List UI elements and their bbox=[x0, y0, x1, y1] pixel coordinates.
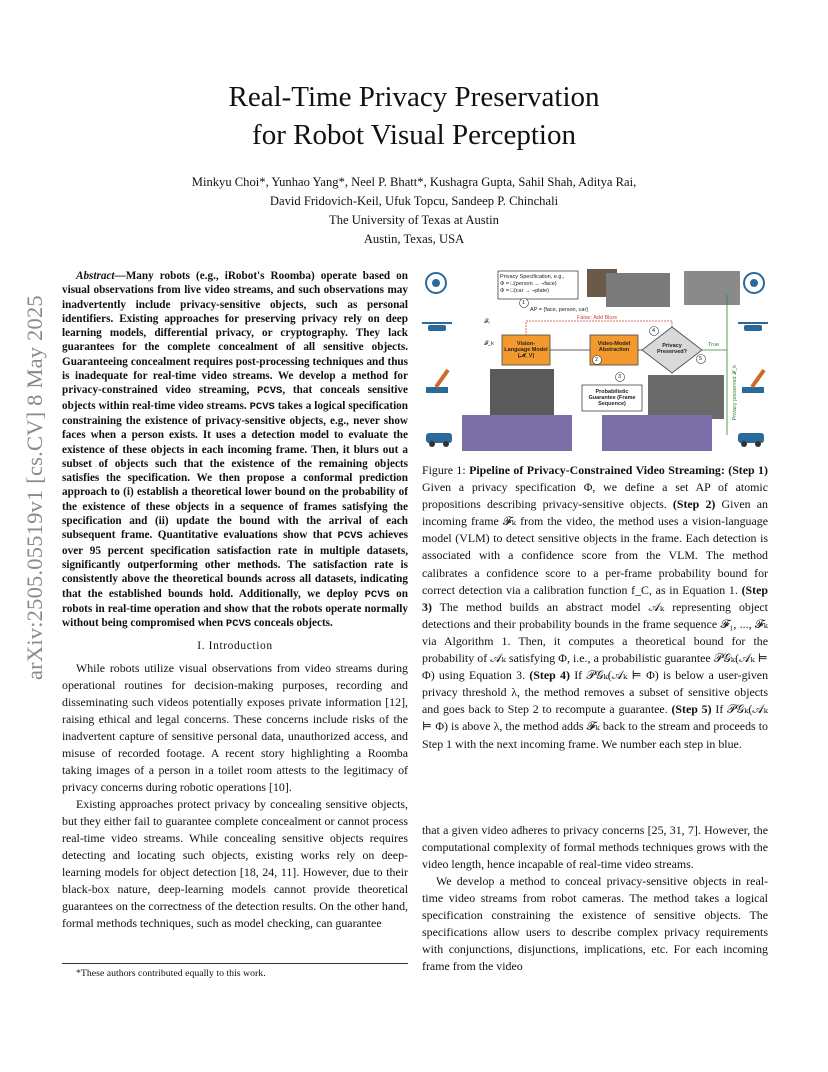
right-paragraph-2: We develop a method to conceal privacy-sensitive objects in real-time video streams from robot cameras. The method takes a logical specification constraining the existence of sensitive objects. The specifications allow users to describe complex privacy requirements with conjunctions, disjunctions, implications, etc. For each incoming frame from the video bbox=[422, 874, 768, 973]
step-4-label: 4 bbox=[652, 328, 656, 334]
frame-photo-1 bbox=[606, 273, 670, 307]
pcvs-term: PCVS bbox=[337, 530, 363, 543]
caption-text: If 𝒫𝒢ₖ(𝒜ₖ ⊨ Φ) is above λ, the method adds 𝓕ₖ back to the stream and proceeds to Step 1 with the next incoming frame. We number each step in blue. bbox=[422, 702, 768, 751]
caption-label: Figure 1: bbox=[422, 463, 466, 477]
author-block bbox=[100, 173, 728, 249]
spec-label: Privacy Specification, e.g., Φ = □(person → ¬face) Φ = □(car → ¬plate) bbox=[500, 274, 565, 294]
footnote-text: *These authors contributed equally to this work. bbox=[76, 968, 266, 979]
caption-step-4: (Step 4) bbox=[529, 668, 570, 683]
step-5-label: 5 bbox=[699, 356, 703, 362]
pcvs-term: PCVS bbox=[225, 618, 252, 631]
pcvs-term: PCVS bbox=[257, 385, 283, 398]
right-body bbox=[422, 822, 768, 975]
roomba-icon-right bbox=[744, 273, 764, 293]
car-icon bbox=[426, 433, 452, 447]
abstract-text: on robots in real-time operation and show that the robots operate normally without being compromised when bbox=[62, 587, 408, 630]
ap-label: AP = {face, person, car} bbox=[530, 307, 589, 313]
title-line-2: for Robot Visual Perception bbox=[252, 119, 576, 151]
privacy-check-label: Privacy Preserved? bbox=[657, 343, 687, 355]
title-line-1: Real-Time Privacy Preservation bbox=[228, 81, 600, 113]
false-label: False: Add Blurs bbox=[577, 315, 618, 321]
abstract-text: achieves over 95 percent specification satisfaction rate in multiple datasets, significantly outperforming other methods. The satisfaction rate is consistently above the theoretical bounds across all datasets, indicating that the established bounds hold. Additionally, we deploy bbox=[62, 529, 408, 600]
abstraction-label: Video-Model Abstraction bbox=[597, 341, 631, 353]
frame-photo-2 bbox=[684, 271, 740, 305]
caption-heading: Pipeline of Privacy-Constrained Video Streaming: bbox=[469, 463, 725, 477]
abstract bbox=[62, 269, 408, 631]
abstract-text: , that conceals sensitive objects within real-time video streams. bbox=[62, 384, 408, 412]
robot-arm-icon-right bbox=[742, 370, 764, 393]
abstract-lead: Abstract bbox=[76, 270, 115, 282]
privacy-preserved-label: Privacy preserved 𝓕_k bbox=[732, 365, 738, 421]
frame-f1-label: 𝓕₁ bbox=[484, 319, 490, 325]
frame-photo-5 bbox=[648, 375, 724, 419]
affiliation: The University of Texas at Austin bbox=[329, 213, 499, 227]
footnote bbox=[62, 963, 408, 979]
caption-step-1: (Step 1) bbox=[728, 463, 768, 477]
section-heading-introduction: I. Introduction bbox=[197, 640, 273, 653]
drone-icon-right bbox=[738, 323, 768, 331]
pcvs-term: PCVS bbox=[249, 400, 275, 413]
abstract-text: —Many robots (e.g., iRobot's Roomba) operate based on visual observations from live video streams, and such observations may inadvertently include privacy-sensitive objects, such as personal identifiers. Existing approaches for preserving privacy rely on deep learning models, differential privacy, or cryptography. They lack guarantees for the complete concealment of all sensitive objects. Guaranteeing concealment requires post-processing techniques and thus is inadequate for real-time video streams. We develop a method for privacy-constrained video streaming, bbox=[62, 270, 408, 397]
robot-arm-icon bbox=[426, 370, 448, 393]
step-2-label: 2 bbox=[595, 357, 599, 363]
figure-1-caption bbox=[422, 462, 768, 753]
frame-photo-3 bbox=[490, 369, 554, 415]
step-1-label: 1 bbox=[522, 300, 526, 306]
frame-photo-6 bbox=[602, 415, 712, 451]
abstract-text: conceals objects. bbox=[251, 617, 333, 630]
caption-step-2: (Step 2) bbox=[672, 497, 716, 512]
true-label: True bbox=[708, 342, 720, 348]
caption-text: Given an incoming frame 𝓕ₖ from the video, the method uses a vision-language model (VLM) to detect sensitive objects in the frame. Each detection is associated with a confidence score from the VLM. The method calibrates a confidence score to a per-frame probability bound for correct detection via a calibration function f_C, as in Equation 1. bbox=[422, 497, 768, 597]
drone-icon bbox=[422, 323, 452, 331]
frame-photo-4 bbox=[462, 415, 572, 451]
authors-line-1: Minkyu Choi*, Yunhao Yang*, Neel P. Bhatt*, Kushagra Gupta, Sahil Shah, Aditya Rai, bbox=[191, 175, 637, 189]
right-paragraph-1: that a given video adheres to privacy concerns [25, 31, 7]. However, the computational complexity of formal methods techniques grows with the video length, hence incapable of real-time video streams. bbox=[422, 823, 768, 871]
guarantee-label: Probabilistic Guarantee (Frame Sequence) bbox=[588, 389, 636, 407]
left-column bbox=[62, 269, 408, 932]
frame-fk-label: 𝓕_k bbox=[484, 341, 494, 347]
authors-line-2: David Fridovich-Keil, Ufuk Topcu, Sandeep P. Chinchali bbox=[269, 194, 559, 208]
caption-text: If 𝒫𝒢ₖ(𝒜ₖ ⊨ Φ) is below a user-given privacy threshold λ, the method removes a subset of sensitive objects and goes back to Step 2 to recompute a guarantee. bbox=[422, 668, 769, 717]
intro-paragraph-1: While robots utilize visual observations from video streams during operational routines for decision-making purposes, recording and disseminating such videos potentially exposes private information [12], raising ethical and legal concerns. These concerns include risks of the inadvertent capture of sensitive personal data, unauthorized access, and misuse of recorded footage. A recent story highlighting a Roomba taking images of a person in a toilet room attests to the legitimacy of privacy concerns during robotic operations [10]. bbox=[62, 661, 408, 795]
step-3-label: 3 bbox=[618, 374, 622, 380]
car-icon-right bbox=[738, 433, 764, 447]
figure-1-pipeline bbox=[422, 265, 768, 455]
pcvs-term: PCVS bbox=[364, 588, 390, 601]
caption-text: Given a privacy specification Φ, we define a set AP of atomic propositions describing privacy-sensitive objects. bbox=[422, 480, 768, 512]
paper-title bbox=[120, 78, 708, 154]
vlm-label: Vision-Language Model (𝓜_V) bbox=[504, 341, 548, 359]
caption-text: The method builds an abstract model 𝒜ₖ representing object detections and their probability bounds in the frame sequence 𝓕₁, ..., 𝓕ₖ via Algorithm 1. Then, it computes a theoretical bound for the probability of 𝒜ₖ satisfying Φ, i.e., a probabilistic guarantee 𝒫𝒢ₖ(𝒜ₖ ⊨ Φ) using Equation 3. bbox=[422, 599, 768, 683]
location: Austin, Texas, USA bbox=[363, 232, 465, 246]
caption-step-3: (Step 3) bbox=[422, 582, 768, 614]
abstract-text: takes a logical specification constraining the existence of privacy-sensitive objects, e.g., never show faces when a person exists. It uses a detection model to evaluate the existence of these objects in each incoming frame. Then, it blurs out a subset of objects such that the existence of the remaining objects satisfies the specification. We then propose a conformal prediction approach to (i) establish a theoretical lower bound on the probability of the existence of these objects in a sequence of frames satisfying the specification and (ii) update the bound with the arrival of each subsequent frame. Quantitative evaluations show that bbox=[62, 399, 408, 542]
caption-step-5: (Step 5) bbox=[671, 702, 712, 717]
arxiv-stamp: arXiv:2505.05519v1 [cs.CV] 8 May 2025 bbox=[22, 295, 47, 680]
roomba-icon bbox=[426, 273, 446, 293]
intro-paragraph-2: Existing approaches protect privacy by concealing sensitive objects, but they either fail to guarantee complete concealment or cannot process real-time video streams. While concealing sensitive objects requires detecting and locating such objects, existing works rely on deep-learning models for object detection [18, 24, 11]. However, due to their black-box nature, deep-learning models cannot provide theoretical guarantees on the correctness of the detection results. On the other hand, formal methods techniques, such as model checking, can guarantee bbox=[62, 797, 408, 931]
